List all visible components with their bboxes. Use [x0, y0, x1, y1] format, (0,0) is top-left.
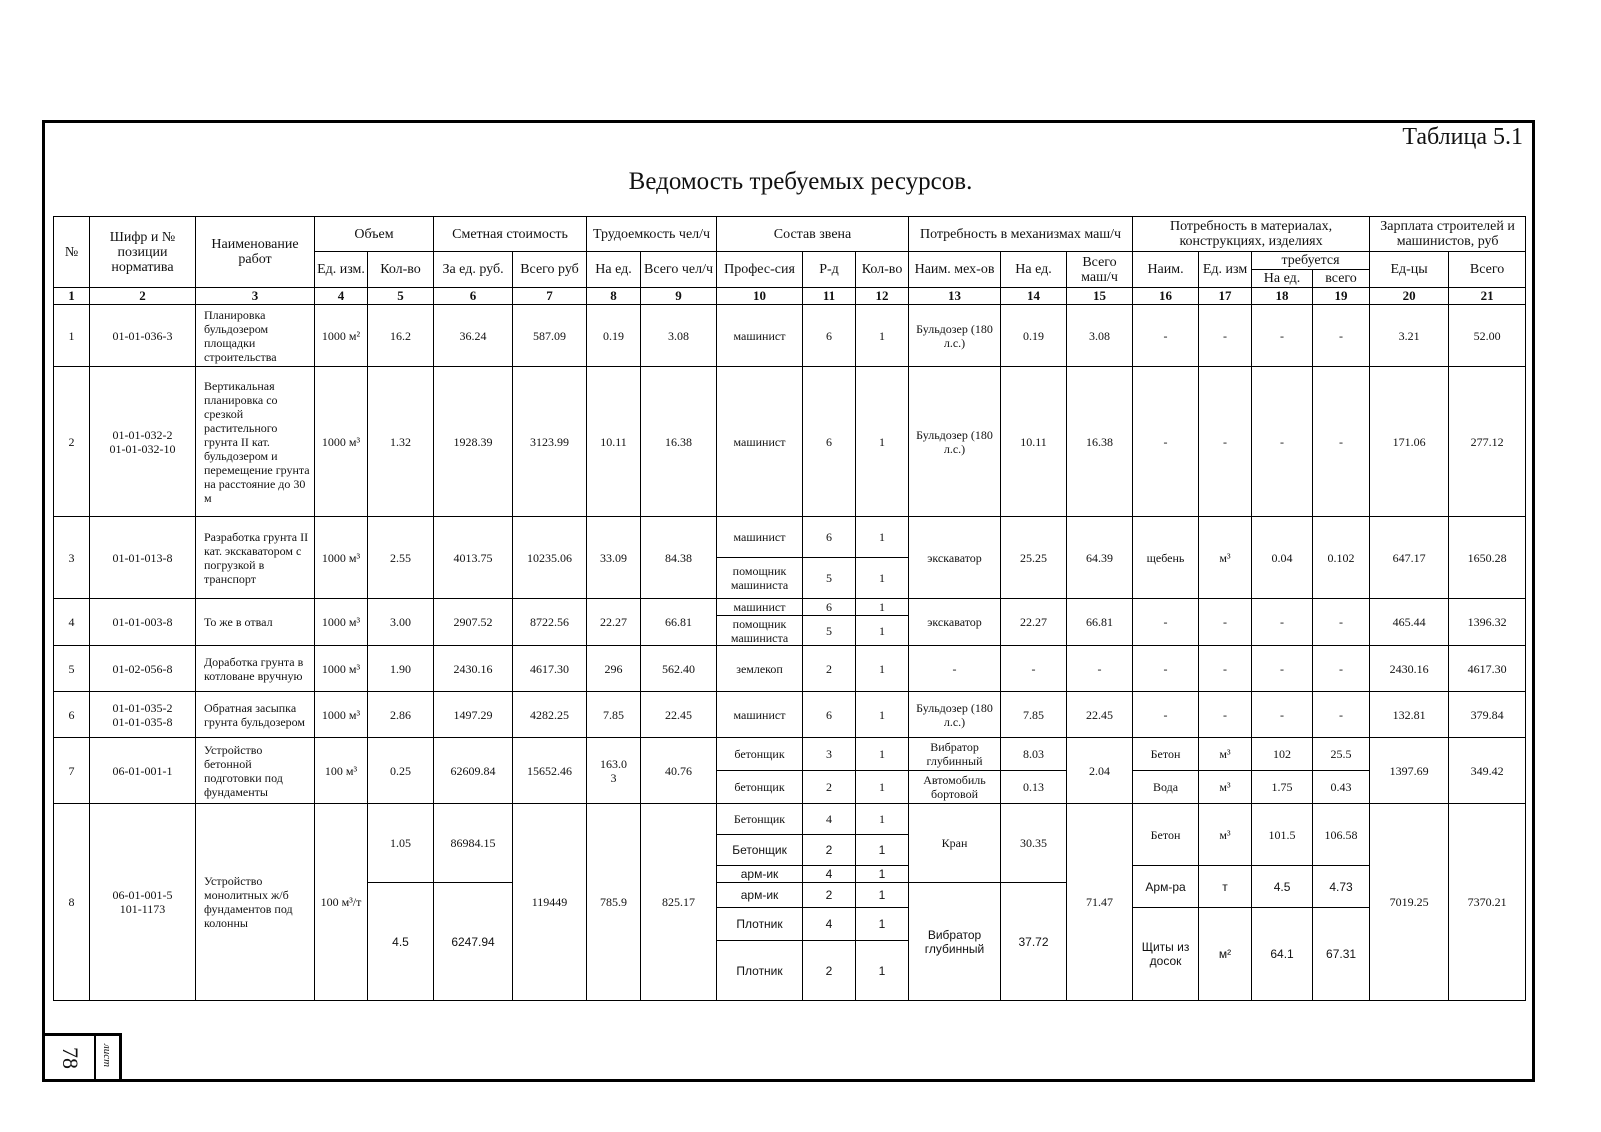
col-header-mat-per-unit: На ед.: [1252, 270, 1313, 288]
row-wage-total: 1650.28: [1449, 517, 1526, 599]
row-mat-unit: -: [1199, 692, 1252, 738]
col-header-volume: Объем: [315, 217, 434, 252]
col-number: 8: [587, 288, 641, 305]
row-cost-unit: 2907.52: [434, 599, 513, 646]
col-header-cost: Сметная стоимость: [434, 217, 587, 252]
col-header-volume-qty: Кол-во: [368, 252, 434, 288]
row-mech-unit: -: [1001, 646, 1067, 692]
row-count: 1: [856, 804, 909, 835]
row-grade: 6: [803, 367, 856, 517]
row-mat-unit: т: [1199, 866, 1252, 908]
row-mat-unit: м³: [1199, 804, 1252, 866]
col-header-cost-total: Всего руб: [513, 252, 587, 288]
row-count: 1: [856, 599, 909, 616]
row-grade: 2: [803, 771, 856, 804]
row-mech-total: -: [1067, 646, 1133, 692]
row-unit: 1000 м²: [315, 305, 368, 367]
col-number: 9: [641, 288, 717, 305]
row-code: 06-01-001-1: [90, 738, 196, 804]
row-grade: 4: [803, 908, 856, 941]
row-grade: 6: [803, 599, 856, 616]
row-qty: 1.90: [368, 646, 434, 692]
row-count: 1: [856, 517, 909, 558]
row-profession: арм-ик: [717, 883, 803, 908]
col-header-mat-required: требуется: [1252, 252, 1370, 270]
row-work-name: Планировка бульдозером площадки строительства: [196, 305, 315, 367]
row-unit: 100 м³: [315, 738, 368, 804]
row-mechanism: -: [909, 646, 1001, 692]
row-labor-unit: 785.9: [587, 804, 641, 1001]
col-header-labor-total: Всего чел/ч: [641, 252, 717, 288]
row-wage-total: 277.12: [1449, 367, 1526, 517]
sheet-label: лист: [101, 1044, 113, 1068]
row-wage-total: 4617.30: [1449, 646, 1526, 692]
col-number: 17: [1199, 288, 1252, 305]
row-unit: 100 м³/т: [315, 804, 368, 1001]
row-grade: 6: [803, 517, 856, 558]
row-grade: 5: [803, 558, 856, 599]
row-count: 1: [856, 305, 909, 367]
col-number: 3: [196, 288, 315, 305]
row-grade: 5: [803, 616, 856, 646]
row-profession: машинист: [717, 692, 803, 738]
row-no: 3: [54, 517, 90, 599]
col-header-volume-unit: Ед. изм.: [315, 252, 368, 288]
row-mechanism: Автомобиль бортовой: [909, 771, 1001, 804]
row-mat-unit: -: [1199, 367, 1252, 517]
row-mech-unit: 8.03: [1001, 738, 1067, 771]
row-qty: 4.5: [368, 883, 434, 1001]
row-count: 1: [856, 835, 909, 866]
row-cost-unit: 4013.75: [434, 517, 513, 599]
row-code: 06-01-001-5 101-1173: [90, 804, 196, 1001]
row-no: 5: [54, 646, 90, 692]
row-cost-total: 3123.99: [513, 367, 587, 517]
row-profession: Бетонщик: [717, 835, 803, 866]
row-labor-total: 3.08: [641, 305, 717, 367]
row-unit: 1000 м³: [315, 692, 368, 738]
col-header-wage: Зарплата строителей и машинистов, руб: [1370, 217, 1526, 252]
row-grade: 4: [803, 866, 856, 883]
col-header-name: Наименование работ: [196, 217, 315, 288]
row-mech-total: 16.38: [1067, 367, 1133, 517]
row-mechanism: экскаватор: [909, 599, 1001, 646]
row-code: 01-01-032-2 01-01-032-10: [90, 367, 196, 517]
col-number: 4: [315, 288, 368, 305]
row-mech-unit: 37.72: [1001, 883, 1067, 1001]
row-count: 1: [856, 866, 909, 883]
row-mat-unit: м³: [1199, 738, 1252, 771]
row-qty: 0.25: [368, 738, 434, 804]
row-grade: 2: [803, 835, 856, 866]
col-header-crew-grade: Р-д: [803, 252, 856, 288]
row-profession: арм-ик: [717, 866, 803, 883]
row-mechanism: Бульдозер (180 л.с.): [909, 692, 1001, 738]
row-mech-unit: 25.25: [1001, 517, 1067, 599]
row-count: 1: [856, 908, 909, 941]
row-profession: машинист: [717, 517, 803, 558]
row-cost-total: 4617.30: [513, 646, 587, 692]
col-header-crew-prof: Профес-сия: [717, 252, 803, 288]
col-header-labor: Трудоемкость чел/ч: [587, 217, 717, 252]
row-profession: помощник машиниста: [717, 558, 803, 599]
col-header-labor-unit: На ед.: [587, 252, 641, 288]
row-work-name: Устройство монолитных ж/б фундаментов под колонны: [196, 804, 315, 1001]
row-count: 1: [856, 367, 909, 517]
row-mech-total: 66.81: [1067, 599, 1133, 646]
row-mechanism: Вибратор глубинный: [909, 738, 1001, 771]
row-cost-unit: 6247.94: [434, 883, 513, 1001]
table-row: [54, 692, 1526, 738]
row-wage-unit: 2430.16: [1370, 646, 1449, 692]
row-wage-unit: 1397.69: [1370, 738, 1449, 804]
row-mat-total: -: [1313, 599, 1370, 646]
row-mat-total: -: [1313, 692, 1370, 738]
row-qty: 1.32: [368, 367, 434, 517]
row-wage-unit: 647.17: [1370, 517, 1449, 599]
row-no: 8: [54, 804, 90, 1001]
row-labor-unit: 22.27: [587, 599, 641, 646]
row-mat-unit: м²: [1199, 908, 1252, 1001]
row-material: Вода: [1133, 771, 1199, 804]
document-title: Ведомость требуемых ресурсов.: [628, 168, 973, 195]
row-wage-total: 52.00: [1449, 305, 1526, 367]
row-count: 1: [856, 616, 909, 646]
row-cost-total: 15652.46: [513, 738, 587, 804]
col-header-mat-total: всего: [1313, 270, 1370, 288]
col-header-mat-unit: Ед. изм: [1199, 252, 1252, 288]
col-number: 21: [1449, 288, 1526, 305]
row-labor-unit: 163.0 3: [587, 738, 641, 804]
row-mechanism: Кран: [909, 804, 1001, 883]
row-labor-total: 16.38: [641, 367, 717, 517]
row-work-name: То же в отвал: [196, 599, 315, 646]
row-mat-total: 0.102: [1313, 517, 1370, 599]
row-material: Арм-ра: [1133, 866, 1199, 908]
row-qty: 2.55: [368, 517, 434, 599]
col-header-materials: Потребность в материалах, конструкциях, изделиях: [1133, 217, 1370, 252]
col-number: 15: [1067, 288, 1133, 305]
col-number: 7: [513, 288, 587, 305]
row-no: 6: [54, 692, 90, 738]
table-row: [54, 804, 1526, 835]
resources-table: [53, 216, 1526, 1001]
row-work-name: Доработка грунта в котловане вручную: [196, 646, 315, 692]
row-wage-unit: 7019.25: [1370, 804, 1449, 1001]
row-mech-unit: 0.13: [1001, 771, 1067, 804]
row-profession: машинист: [717, 305, 803, 367]
row-wage-total: 7370.21: [1449, 804, 1526, 1001]
row-code: 01-01-013-8: [90, 517, 196, 599]
row-wage-unit: 465.44: [1370, 599, 1449, 646]
row-qty: 1.05: [368, 804, 434, 883]
row-labor-unit: 33.09: [587, 517, 641, 599]
row-grade: 3: [803, 738, 856, 771]
col-header-wage-total: Всего: [1449, 252, 1526, 288]
row-grade: 6: [803, 692, 856, 738]
row-mat-per: -: [1252, 646, 1313, 692]
row-labor-total: 825.17: [641, 804, 717, 1001]
row-wage-total: 379.84: [1449, 692, 1526, 738]
col-header-no: №: [54, 217, 90, 288]
row-work-name: Разработка грунта II кат. экскаватором с погрузкой в транспорт: [196, 517, 315, 599]
row-mat-per: 1.75: [1252, 771, 1313, 804]
col-number: 12: [856, 288, 909, 305]
row-unit: 1000 м³: [315, 367, 368, 517]
row-mech-unit: 22.27: [1001, 599, 1067, 646]
row-cost-unit: 36.24: [434, 305, 513, 367]
row-profession: землекоп: [717, 646, 803, 692]
col-number: 10: [717, 288, 803, 305]
row-unit: 1000 м³: [315, 646, 368, 692]
row-qty: 3.00: [368, 599, 434, 646]
table-number: Таблица 5.1: [1402, 124, 1523, 150]
col-header-mech-total: Всего маш/ч: [1067, 252, 1133, 288]
row-mech-unit: 10.11: [1001, 367, 1067, 517]
row-profession: бетонщик: [717, 738, 803, 771]
row-mat-unit: -: [1199, 305, 1252, 367]
row-mech-total: 2.04: [1067, 738, 1133, 804]
row-cost-unit: 2430.16: [434, 646, 513, 692]
col-header-mat-name: Наим.: [1133, 252, 1199, 288]
col-number: 13: [909, 288, 1001, 305]
row-material: -: [1133, 305, 1199, 367]
row-mat-per: -: [1252, 692, 1313, 738]
row-mat-total: -: [1313, 646, 1370, 692]
row-mat-total: -: [1313, 305, 1370, 367]
table-row: [54, 738, 1526, 771]
row-mat-per: -: [1252, 305, 1313, 367]
row-mat-per: -: [1252, 599, 1313, 646]
row-mat-total: 4.73: [1313, 866, 1370, 908]
col-number: 19: [1313, 288, 1370, 305]
row-cost-unit: 62609.84: [434, 738, 513, 804]
row-profession: Плотник: [717, 941, 803, 1001]
row-count: 1: [856, 558, 909, 599]
row-code: 01-01-035-2 01-01-035-8: [90, 692, 196, 738]
row-mat-per: -: [1252, 367, 1313, 517]
row-material: -: [1133, 367, 1199, 517]
col-number: 20: [1370, 288, 1449, 305]
col-number: 18: [1252, 288, 1313, 305]
row-mat-unit: м³: [1199, 771, 1252, 804]
row-labor-unit: 296: [587, 646, 641, 692]
row-count: 1: [856, 738, 909, 771]
row-mech-total: 64.39: [1067, 517, 1133, 599]
row-profession: Плотник: [717, 908, 803, 941]
row-material: Бетон: [1133, 804, 1199, 866]
row-count: 1: [856, 692, 909, 738]
col-header-crew-qty: Кол-во: [856, 252, 909, 288]
row-mech-unit: 30.35: [1001, 804, 1067, 883]
page-number: 78: [58, 1047, 83, 1069]
row-mechanism: Вибратор глубинный: [909, 883, 1001, 1001]
table-row: [54, 367, 1526, 517]
row-material: щебень: [1133, 517, 1199, 599]
col-header-wage-unit: Ед-цы: [1370, 252, 1449, 288]
row-unit: 1000 м³: [315, 517, 368, 599]
row-mat-unit: -: [1199, 646, 1252, 692]
row-labor-unit: 7.85: [587, 692, 641, 738]
row-code: 01-02-056-8: [90, 646, 196, 692]
col-header-mech: Потребность в механизмах маш/ч: [909, 217, 1133, 252]
row-labor-total: 40.76: [641, 738, 717, 804]
row-mech-total: 71.47: [1067, 804, 1133, 1001]
col-number: 16: [1133, 288, 1199, 305]
row-material: Бетон: [1133, 738, 1199, 771]
row-labor-total: 66.81: [641, 599, 717, 646]
col-header-cost-unit: За ед. руб.: [434, 252, 513, 288]
row-cost-total: 119449: [513, 804, 587, 1001]
row-unit: 1000 м³: [315, 599, 368, 646]
table-row: [54, 305, 1526, 367]
row-mechanism: экскаватор: [909, 517, 1001, 599]
row-cost-total: 10235.06: [513, 517, 587, 599]
row-mat-unit: м³: [1199, 517, 1252, 599]
row-mat-per: 102: [1252, 738, 1313, 771]
row-profession: бетонщик: [717, 771, 803, 804]
table-row: [54, 646, 1526, 692]
row-wage-total: 349.42: [1449, 738, 1526, 804]
row-wage-unit: 132.81: [1370, 692, 1449, 738]
row-cost-unit: 86984.15: [434, 804, 513, 883]
row-cost-unit: 1928.39: [434, 367, 513, 517]
row-mat-total: 25.5: [1313, 738, 1370, 771]
col-header-mech-unit: На ед.: [1001, 252, 1067, 288]
row-count: 1: [856, 883, 909, 908]
row-no: 1: [54, 305, 90, 367]
col-number: 2: [90, 288, 196, 305]
row-cost-total: 8722.56: [513, 599, 587, 646]
row-mech-total: 22.45: [1067, 692, 1133, 738]
row-mech-unit: 0.19: [1001, 305, 1067, 367]
row-no: 2: [54, 367, 90, 517]
row-labor-unit: 0.19: [587, 305, 641, 367]
row-work-name: Вертикальная планировка со срезкой растительного грунта II кат. бульдозером и перемещение грунта на расстояние до 30 м: [196, 367, 315, 517]
col-header-code: Шифр и № позиции норматива: [90, 217, 196, 288]
col-number: 6: [434, 288, 513, 305]
row-mat-total: 0.43: [1313, 771, 1370, 804]
row-profession: помощник машиниста: [717, 616, 803, 646]
row-profession: машинист: [717, 367, 803, 517]
row-mat-per: 4.5: [1252, 866, 1313, 908]
col-number: 11: [803, 288, 856, 305]
row-grade: 6: [803, 305, 856, 367]
row-profession: Бетонщик: [717, 804, 803, 835]
row-mat-total: 67.31: [1313, 908, 1370, 1001]
row-material: -: [1133, 646, 1199, 692]
row-material: -: [1133, 692, 1199, 738]
table-row: [54, 599, 1526, 616]
row-work-name: Устройство бетонной подготовки под фундаменты: [196, 738, 315, 804]
row-work-name: Обратная засыпка грунта бульдозером: [196, 692, 315, 738]
row-mat-per: 101.5: [1252, 804, 1313, 866]
row-wage-total: 1396.32: [1449, 599, 1526, 646]
row-labor-total: 84.38: [641, 517, 717, 599]
row-count: 1: [856, 941, 909, 1001]
row-qty: 2.86: [368, 692, 434, 738]
row-grade: 4: [803, 804, 856, 835]
row-mech-unit: 7.85: [1001, 692, 1067, 738]
stamp-divider: [94, 1036, 96, 1082]
column-number-row: [54, 288, 1526, 305]
row-cost-total: 4282.25: [513, 692, 587, 738]
row-count: 1: [856, 646, 909, 692]
row-grade: 2: [803, 883, 856, 908]
row-labor-total: 22.45: [641, 692, 717, 738]
row-count: 1: [856, 771, 909, 804]
row-wage-unit: 171.06: [1370, 367, 1449, 517]
row-grade: 2: [803, 646, 856, 692]
row-material: Щиты из досок: [1133, 908, 1199, 1001]
col-header-crew: Состав звена: [717, 217, 909, 252]
col-number: 14: [1001, 288, 1067, 305]
col-number: 1: [54, 288, 90, 305]
row-material: -: [1133, 599, 1199, 646]
row-wage-unit: 3.21: [1370, 305, 1449, 367]
row-mech-total: 3.08: [1067, 305, 1133, 367]
row-labor-total: 562.40: [641, 646, 717, 692]
header-row-1: [54, 217, 1526, 252]
row-mat-total: -: [1313, 367, 1370, 517]
table-row: [54, 517, 1526, 558]
row-no: 4: [54, 599, 90, 646]
row-mechanism: Бульдозер (180 л.с.): [909, 367, 1001, 517]
row-labor-unit: 10.11: [587, 367, 641, 517]
row-mat-total: 106.58: [1313, 804, 1370, 866]
row-no: 7: [54, 738, 90, 804]
row-profession: машинист: [717, 599, 803, 616]
row-code: 01-01-003-8: [90, 599, 196, 646]
row-cost-unit: 1497.29: [434, 692, 513, 738]
row-code: 01-01-036-3: [90, 305, 196, 367]
col-header-mech-name: Наим. мех-ов: [909, 252, 1001, 288]
row-mat-unit: -: [1199, 599, 1252, 646]
row-cost-total: 587.09: [513, 305, 587, 367]
col-number: 5: [368, 288, 434, 305]
row-grade: 2: [803, 941, 856, 1001]
row-mechanism: Бульдозер (180 л.с.): [909, 305, 1001, 367]
row-mat-per: 64.1: [1252, 908, 1313, 1001]
row-mat-per: 0.04: [1252, 517, 1313, 599]
row-qty: 16.2: [368, 305, 434, 367]
